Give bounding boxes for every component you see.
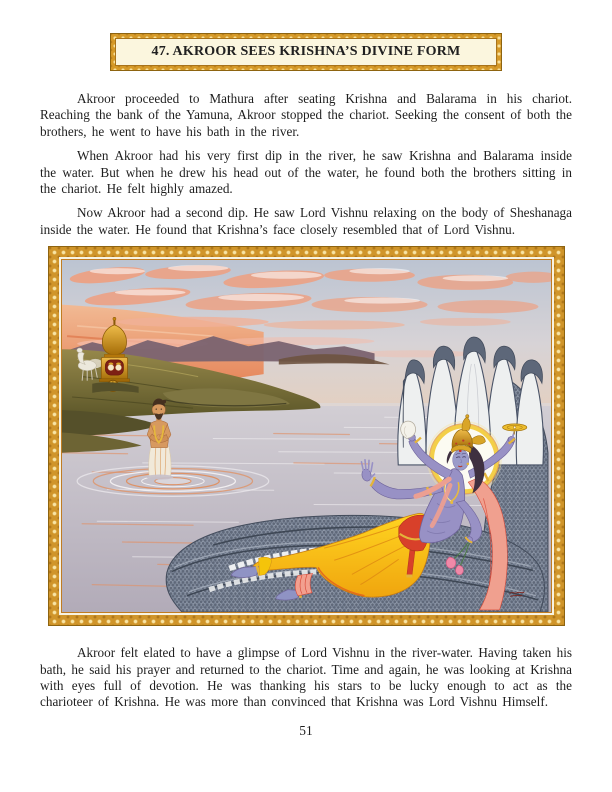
chakra-icon	[502, 424, 526, 431]
paragraph-2: When Akroor had his very first dip in the river, he saw Krishna and Balarama inside the water. But when he drew his head out of the water, he found both the brothers sitting in the chariot. He felt highly amazed.	[40, 148, 572, 197]
page-number: 51	[299, 722, 313, 738]
balarama-face	[115, 365, 121, 371]
paragraph-1: Akroor proceeded to Mathura after seating Krishna and Balarama in his chariot. Reaching the bank of the Yamuna, Akroor stopped the chariot. Seeking the consent of both the brothers, he went to have his bath in the river.	[40, 91, 572, 139]
chapter-title-inner	[115, 38, 497, 66]
illustration-frame	[48, 246, 565, 626]
chapter-title-box	[110, 33, 502, 71]
paragraph-3: Now Akroor had a second dip. He saw Lord Vishnu relaxing on the body of Sheshanaga inside the water. He found that Krishna’s face closely resembled that of Lord Vishnu.	[40, 205, 572, 237]
illustration-frame-line	[61, 259, 552, 613]
paragraph-4: Akroor felt elated to have a glimpse of Lord Vishnu in the river-water. Having taken his bath, he said his prayer and returned to the chariot. Time and again, he was looking at Krishna with eyes full of devotion. He was thanking his stars to be lucky enough to act as the charioteer of Krishna. He was more than convinced that Krishna was Lord Vishnu Himself.	[40, 645, 572, 710]
earring	[466, 463, 469, 466]
lotus-buds	[446, 557, 456, 568]
illustration-painting	[62, 260, 551, 612]
body-text-lower	[0, 645, 612, 711]
body-text	[0, 91, 612, 238]
krishna-face	[107, 365, 113, 371]
chapter-title: 47. AKROOR SEES KRISHNA’S DIVINE FORM	[151, 44, 461, 59]
illustration-frame-gap	[59, 257, 554, 615]
